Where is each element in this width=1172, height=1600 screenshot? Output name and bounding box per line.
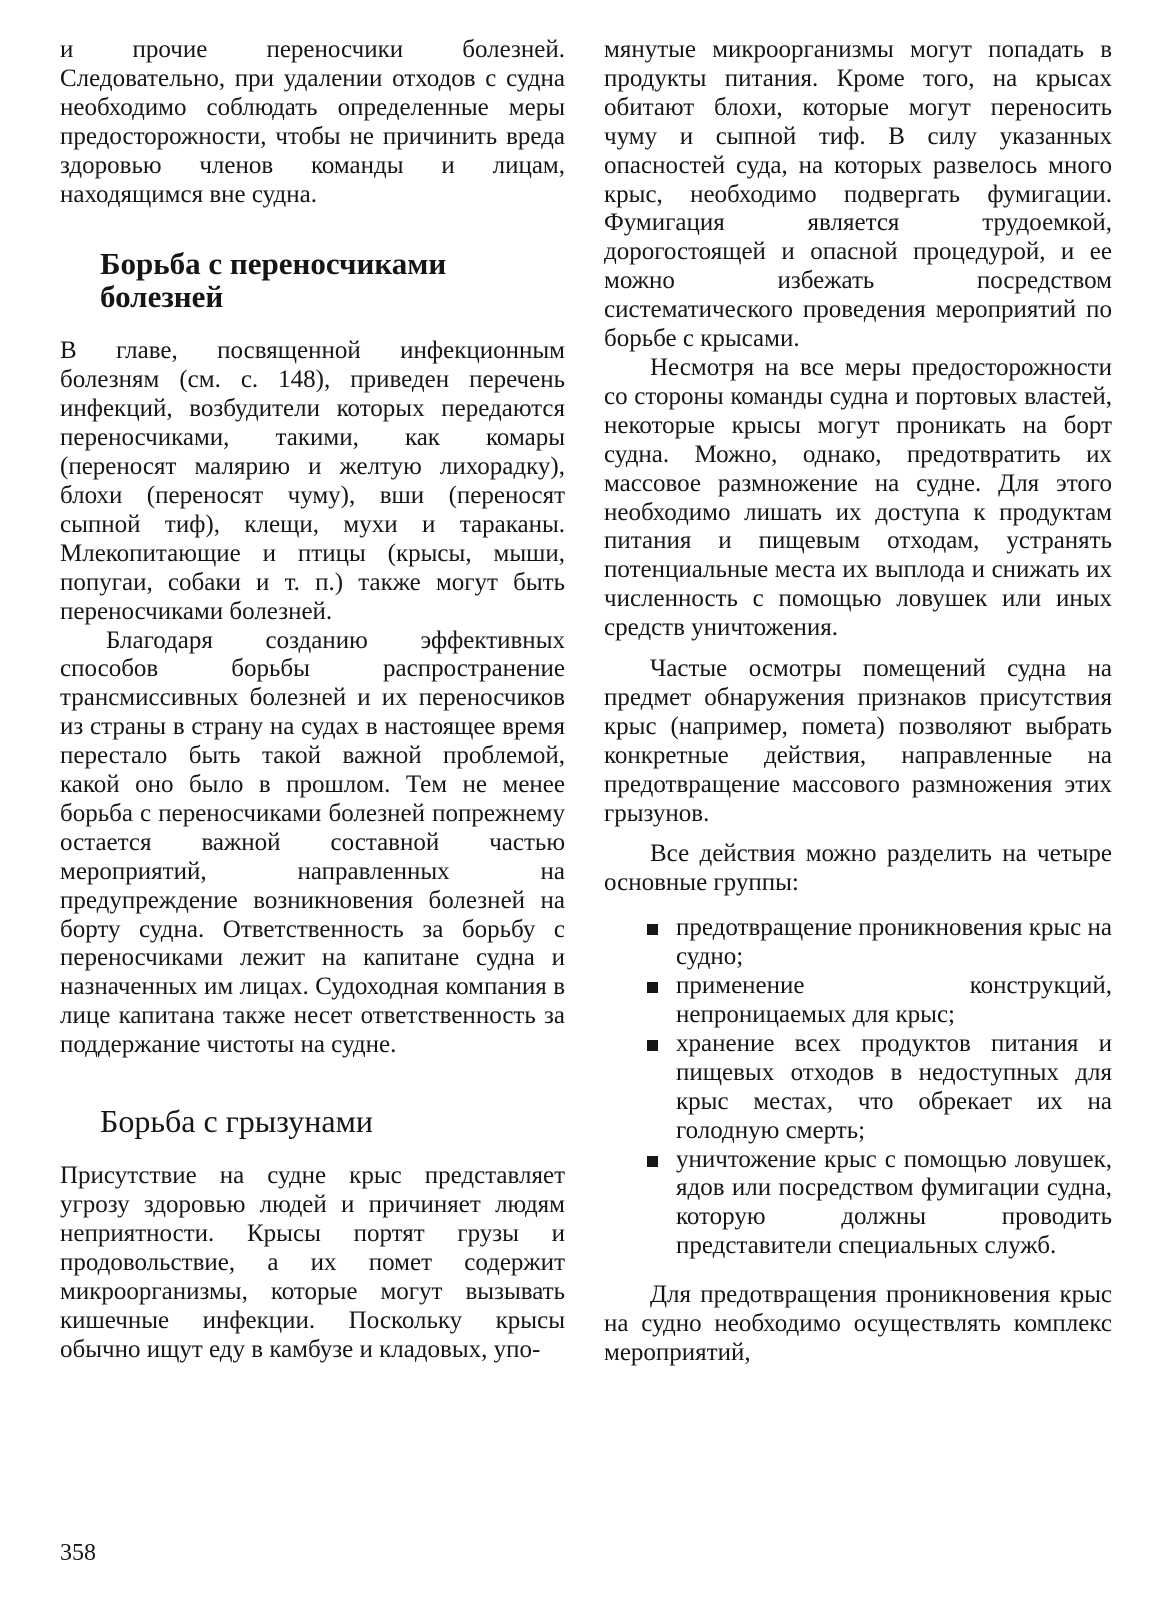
right-column xyxy=(604,36,1112,1368)
list-item: уничтожение крыс с помощью ловушек, ядов или посредством фумигации судна, которую должны проводить представители специальных служб. xyxy=(604,1146,1112,1262)
section-heading-rodents: Борьба с грызунами xyxy=(100,1103,373,1140)
list-item: применение конструкций, непроницаемых для крыс; xyxy=(604,972,1112,1030)
final-paragraph: Для предотвращения проникновения крыс на судно необходимо осуществлять комплекс мероприятий, xyxy=(604,1281,1112,1366)
page-number: 358 xyxy=(60,1540,96,1566)
precautions-paragraph: Несмотря на все меры предосторожности со стороны команды судна и портовых властей, некоторые крысы могут проникать на борт судна. Можно, однако, предотвратить их массовое размножение на судне. Для этого необходимо лишать их доступа к продуктам питания и пищевым отходам, устранять потенциальные места их выплода и снижать их численность с помощью ловушек или иных средств уничтожения. xyxy=(604,353,1112,642)
list-item: хранение всех продуктов питания и пищевых отходов в недоступных для крыс местах, что обрекает их на голодную смерть; xyxy=(604,1030,1112,1146)
action-groups-list xyxy=(604,914,1112,1261)
inspections-paragraph: Частые осмотры помещений судна на предмет обнаружения признаков присутствия крыс (например, помета) позволяют выбрать конкретные действия, направленные на предотвращение массового размножения этих грызунов. xyxy=(604,655,1112,827)
square-bullet-icon xyxy=(647,982,658,993)
left-column xyxy=(60,36,565,1364)
intro-paragraph: и прочие переносчики болезней. Следовательно, при удалении отходов с судна необходимо соблюдать определенные меры предосторожности, чтобы не причинить вреда здоровью членов команды и лицам, находящимся вне судна. xyxy=(60,36,565,208)
rodents-paragraph-1: Присутствие на судне крыс представляет угрозу здоровью людей и причиняет людям неприятности. Крысы портят грузы и продовольствие, а их помет содержит микроорганизмы, которые могут вызывать кишечные инфекции. Поскольку крысы обычно ищут еду в камбузе и кладовых, упо- xyxy=(60,1162,565,1363)
square-bullet-icon xyxy=(647,1156,658,1167)
square-bullet-icon xyxy=(647,1040,658,1051)
continuation-paragraph: мянутые микроорганизмы могут попадать в продукты питания. Кроме того, на крысах обитают блохи, которые могут переносить чуму и сыпной тиф. В силу указанных опасностей суда, на которых развелось много крыс, необходимо подвергать фумигации. Фумигация является трудоемкой, дорогостоящей и опасной процедурой, и ее можно избежать посредством систематического проведения мероприятий по борьбе с крысами. xyxy=(604,36,1112,353)
list-item: предотвращение проникновения крыс на судно; xyxy=(604,914,1112,972)
vectors-paragraph-1: В главе, посвященной инфекционным болезням (см. с. 148), приведен перечень инфекций, возбудители которых передаются переносчиками, такими, как комары (переносят малярию и желтую лихорадку), блохи (переносят чуму), вши (переносят сыпной тиф), клещи, мухи и тараканы. Млекопитающие и птицы (крысы, мыши, попугаи, собаки и т. п.) также могут быть переносчиками болезней. xyxy=(60,337,565,625)
vectors-paragraph-2: Благодаря созданию эффективных способов борьбы распространение трансмиссивных болезней и их переносчиков из страны в страну на судах в настоящее время перестало быть такой важной проблемой, какой оно было в прошлом. Тем не менее борьба с переносчиками болезней попрежнему остается важной составной частью мероприятий, направленных на предупреждение возникновения болезней на борту судна. Ответственность за борьбу с переносчиками лежит на капитане судна и назначенных им лицах. Судоходная компания в лице капитана также несет ответственность за поддержание чистоты на судне. xyxy=(60,626,565,1059)
square-bullet-icon xyxy=(647,924,658,935)
section-heading-vectors: Борьба с переносчиками болезней xyxy=(100,246,447,315)
groups-paragraph: Все действия можно разделить на четыре основные группы: xyxy=(604,840,1112,897)
